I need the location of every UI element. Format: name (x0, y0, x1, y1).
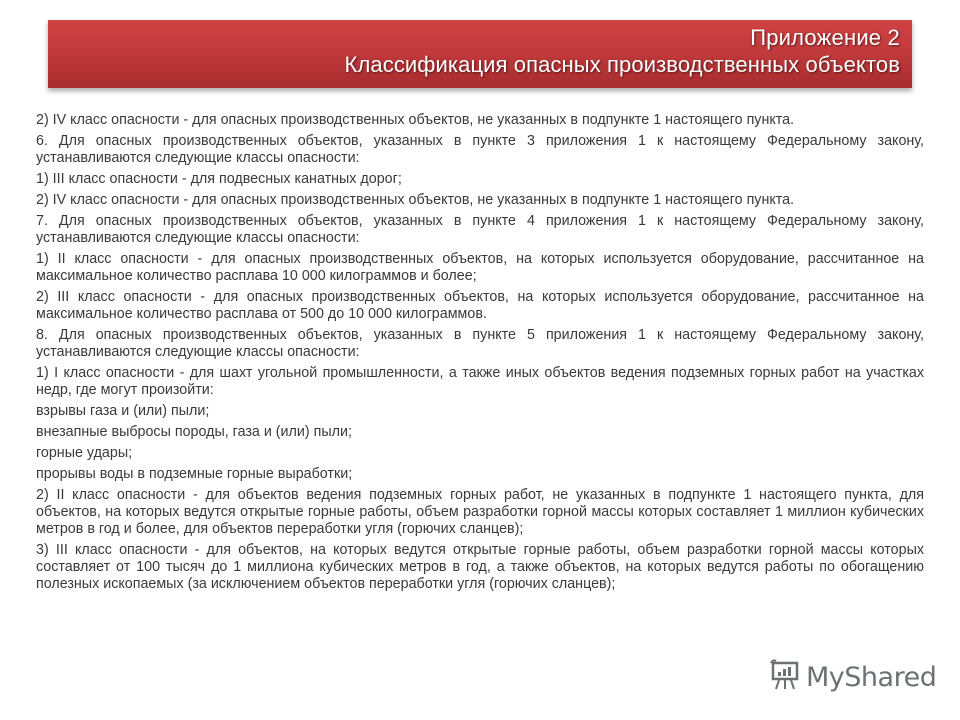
watermark-text: MyShared (806, 661, 937, 693)
paragraph: 3) III класс опасности - для объектов, на которых ведутся открытые горные работы, объем разработки горной массы которых составляет от 100 тысяч до 1 миллиона кубических метров в год, а также объектов, на которых ведутся работы по обогащению полезных ископаемых (за исключением объектов переработки угля (горючих сланцев); (36, 542, 924, 592)
body-text (36, 112, 924, 597)
presentation-chart-icon (770, 659, 800, 696)
paragraph: горные удары; (36, 445, 133, 461)
paragraph: 2) IV класс опасности - для опасных производственных объектов, не указанных в подпункте 1 настоящего пункта. (36, 192, 795, 208)
paragraph: 8. Для опасных производственных объектов, указанных в пункте 5 приложения 1 к настоящему Федеральному закону, устанавливаются следующие классы опасности: (36, 327, 924, 360)
slide-title: Классификация опасных производственных объектов (344, 52, 900, 77)
paragraph: 1) II класс опасности - для опасных производственных объектов, на которых используется оборудование, рассчитанное на максимальное количество расплава 10 000 килограммов и более; (36, 251, 924, 284)
paragraph: внезапные выбросы породы, газа и (или) пыли; (36, 424, 352, 440)
paragraph: 7. Для опасных производственных объектов, указанных в пункте 4 приложения 1 к настоящему Федеральному закону, устанавливаются следующие классы опасности: (36, 213, 924, 246)
paragraph: 2) II класс опасности - для объектов ведения подземных горных работ, не указанных в подпункте 1 настоящего пункта, для объектов, на которых ведутся открытые горные работы, объем разработки горной массы которых составляет 1 миллион кубических метров в год и более, для объектов переработки угля (горючих сланцев); (36, 487, 924, 537)
slide-subtitle: Приложение 2 (750, 25, 900, 50)
paragraph: 2) IV класс опасности - для опасных производственных объектов, не указанных в подпункте 1 настоящего пункта. (36, 112, 795, 128)
paragraph: прорывы воды в подземные горные выработки; (36, 466, 353, 482)
paragraph: взрывы газа и (или) пыли; (36, 403, 210, 419)
title-banner (48, 20, 912, 88)
watermark (770, 660, 936, 694)
paragraph: 6. Для опасных производственных объектов, указанных в пункте 3 приложения 1 к настоящему Федеральному закону, устанавливаются следующие классы опасности: (36, 133, 924, 166)
paragraph: 2) III класс опасности - для опасных производственных объектов, на которых используется оборудование, рассчитанное на максимальное количество расплава от 500 до 10 000 килограммов. (36, 289, 924, 322)
paragraph: 1) III класс опасности - для подвесных канатных дорог; (36, 171, 402, 187)
paragraph: 1) I класс опасности - для шахт угольной промышленности, а также иных объектов ведения подземных горных работ на участках недр, где могут произойти: (36, 365, 924, 398)
